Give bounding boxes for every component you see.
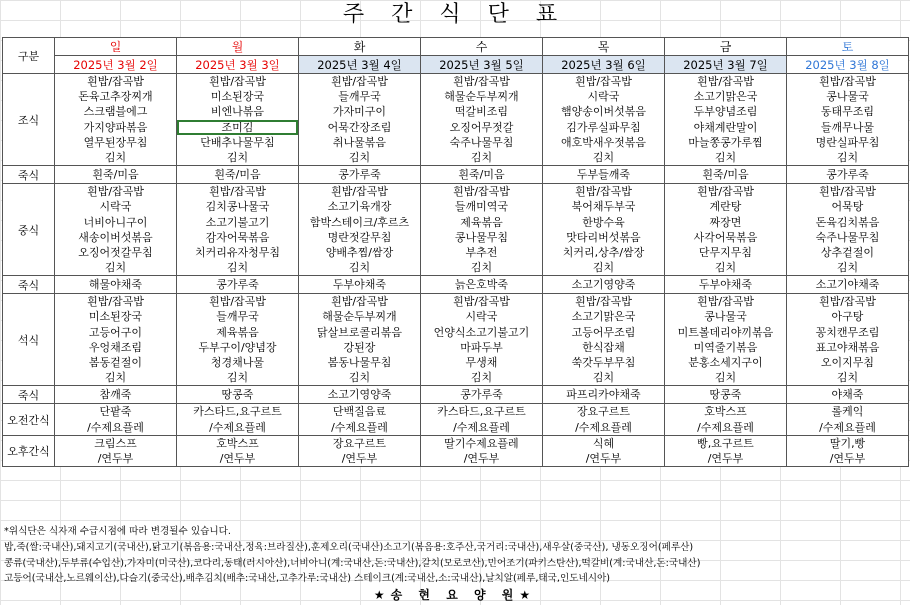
menu-cell	[421, 166, 543, 184]
menu-item[interactable]: 미역줄기볶음	[693, 340, 758, 354]
menu-item[interactable]: 분홍소세지구이	[688, 356, 763, 369]
menu-item[interactable]: 김가루실파무침	[566, 120, 641, 134]
menu-item[interactable]: 김치	[470, 261, 493, 275]
menu-item[interactable]: 상추겉절이	[820, 245, 875, 259]
menu-item[interactable]: 오징어무젓갈	[449, 120, 514, 134]
menu-cell	[787, 404, 909, 435]
menu-item[interactable]: 미소된장국	[88, 310, 143, 324]
meal-row-porridge2	[3, 276, 909, 294]
menu-cell	[665, 276, 787, 294]
menu-item[interactable]: 김치	[226, 371, 249, 385]
menu-item[interactable]: 콩가루죽	[216, 278, 259, 292]
menu-item[interactable]: 감자어묵볶음	[205, 230, 270, 244]
menu-item[interactable]: /수제요플레	[209, 420, 266, 434]
day-name-thu[interactable]: 목	[543, 38, 665, 56]
menu-cell	[299, 294, 421, 386]
menu-item[interactable]: 떡갈비조림	[454, 105, 509, 119]
menu-item[interactable]: 김치콩나물국	[205, 200, 270, 214]
menu-item[interactable]: 식혜	[592, 436, 615, 450]
menu-cell	[177, 386, 299, 404]
menu-item[interactable]: 김치	[714, 150, 737, 164]
menu-item[interactable]: 오이지무침	[820, 356, 875, 369]
row-label[interactable]: 죽식	[3, 276, 55, 294]
note-line: 콩류(국내산),두부류(수입산),가자미(미국산),코다리,동태(러시아산),너비아니(계:국내산,돈:국내산),갈치(모로코산),민어조기(파키스탄산),떡갈비(계:국내산,돈:국내산)	[4, 557, 701, 569]
menu-item[interactable]: 조미김	[177, 120, 298, 135]
menu-item[interactable]: 동태무조림	[820, 105, 875, 119]
menu-item[interactable]: 흰밥/잡곡밥	[209, 185, 266, 199]
menu-cell	[55, 435, 177, 466]
menu-cell	[177, 74, 299, 166]
menu-item[interactable]: 소고기영양죽	[327, 388, 392, 402]
menu-item[interactable]: 흰밥/잡곡밥	[453, 75, 510, 88]
menu-item[interactable]: 흰밥/잡곡밥	[87, 295, 144, 309]
menu-cell	[55, 294, 177, 386]
page-title: 주 간 식 단 표	[342, 2, 568, 27]
menu-cell	[421, 74, 543, 166]
menu-item[interactable]: 단백질음료	[332, 405, 387, 419]
menu-item[interactable]: 계란탕	[709, 200, 742, 214]
date-wed[interactable]: 2025년 3월 5일	[421, 56, 543, 74]
menu-item[interactable]: 흰밥/잡곡밥	[575, 75, 632, 88]
meal-row-porridge3	[3, 386, 909, 404]
menu-cell	[543, 184, 665, 276]
date-sun[interactable]: 2025년 3월 2일	[55, 56, 177, 74]
menu-item[interactable]: /수제요플레	[453, 420, 510, 434]
menu-item[interactable]: 김치	[836, 261, 859, 275]
day-name-sat[interactable]: 토	[787, 38, 909, 56]
row-label[interactable]: 조식	[3, 74, 55, 166]
note-line: 고등어(국내산,노르웨이산),다슬기(중국산),배추김치(배추:국내산,고추가루:국내산) 스테이크(계:국내산,소:국내산),날치알(페루,태국,인도네시아)	[4, 573, 611, 585]
menu-cell	[299, 166, 421, 184]
date-thu[interactable]: 2025년 3월 6일	[543, 56, 665, 74]
row-label[interactable]: 죽식	[3, 386, 55, 404]
menu-item[interactable]: 롤케익	[831, 405, 864, 419]
day-name-sun[interactable]: 일	[55, 38, 177, 56]
menu-cell	[299, 74, 421, 166]
menu-cell	[421, 435, 543, 466]
menu-item[interactable]: 언양식소고기불고기	[433, 325, 530, 339]
menu-cell	[55, 386, 177, 404]
menu-item[interactable]: 부추전	[465, 245, 498, 259]
menu-item[interactable]: 야채죽	[831, 388, 864, 402]
menu-item[interactable]: /수제요플레	[87, 420, 144, 434]
menu-item[interactable]: 콩가루죽	[338, 168, 381, 182]
menu-item[interactable]: 시락국	[99, 200, 132, 214]
menu-item[interactable]: 닭살브로콜리볶음	[316, 325, 402, 339]
menu-item[interactable]: 미소된장국	[210, 90, 265, 104]
menu-item[interactable]: /연두부	[707, 451, 744, 465]
menu-cell	[787, 166, 909, 184]
menu-cell	[299, 386, 421, 404]
menu-item[interactable]: 해물순두부찌개	[444, 90, 519, 104]
menu-item[interactable]: 짜장면	[709, 215, 742, 229]
row-label[interactable]: 석식	[3, 294, 55, 386]
menu-item[interactable]: 콩가루죽	[826, 168, 869, 182]
menu-item[interactable]: 두부야채죽	[332, 278, 387, 292]
menu-cell	[177, 166, 299, 184]
menu-item[interactable]: 돈육고추장찌개	[78, 90, 153, 104]
menu-item[interactable]: 김치	[592, 261, 615, 275]
menu-item[interactable]: 소고기야채죽	[815, 278, 880, 292]
menu-item[interactable]: 소고기영양죽	[571, 278, 636, 292]
menu-item[interactable]: 흰밥/잡곡밥	[453, 295, 510, 309]
meal-row-dinner	[3, 294, 909, 386]
menu-cell	[543, 294, 665, 386]
row-label[interactable]: 오전간식	[3, 404, 55, 435]
menu-item[interactable]: 소고기불고기	[205, 215, 270, 229]
menu-item[interactable]: 숙주나물무침	[449, 135, 514, 149]
menu-cell	[55, 74, 177, 166]
menu-item[interactable]: 김치	[226, 150, 249, 164]
menu-cell	[299, 184, 421, 276]
menu-item[interactable]: 장요구르트	[576, 405, 631, 419]
menu-item[interactable]: 김치	[470, 150, 493, 164]
menu-item[interactable]: 두부들깨죽	[576, 168, 631, 182]
menu-item[interactable]: 애호박새우젓볶음	[560, 135, 646, 149]
menu-item[interactable]: 김치	[226, 261, 249, 275]
menu-item[interactable]: 시락국	[587, 90, 620, 104]
menu-item[interactable]: 흰밥/잡곡밥	[697, 75, 754, 88]
menu-item[interactable]: 흰밥/잡곡밥	[697, 185, 754, 199]
menu-item[interactable]: 김치	[836, 371, 859, 385]
menu-item[interactable]: /연두부	[219, 451, 256, 465]
menu-item[interactable]: 흰밥/잡곡밥	[575, 295, 632, 309]
menu-item[interactable]: 소고기육개장	[327, 200, 392, 214]
menu-item[interactable]: 들깨미역국	[454, 200, 509, 214]
menu-item[interactable]: 강된장	[343, 340, 376, 354]
menu-item[interactable]: /연두부	[585, 451, 622, 465]
weekly-menu-table	[2, 37, 909, 467]
menu-item[interactable]: 흰밥/잡곡밥	[697, 295, 754, 309]
menu-item[interactable]: 카스타드,요구르트	[437, 405, 526, 419]
menu-item[interactable]: 흰밥/잡곡밥	[87, 75, 144, 88]
menu-item[interactable]: 시락국	[465, 310, 498, 324]
menu-item[interactable]: 치커리,상추/쌈장	[562, 245, 645, 259]
menu-item[interactable]: 봄동겉절이	[88, 356, 143, 369]
menu-item[interactable]: 스크램블에그	[83, 105, 148, 119]
menu-item[interactable]: 김치	[592, 150, 615, 164]
menu-item[interactable]: 흰밥/잡곡밥	[331, 75, 388, 88]
menu-item[interactable]: 마파두부	[460, 340, 503, 354]
menu-cell	[421, 294, 543, 386]
menu-item[interactable]: 맛타리버섯볶음	[566, 230, 641, 244]
menu-cell	[665, 386, 787, 404]
footer-facility-name: ★송 현 요 양 원★	[373, 588, 537, 602]
menu-item[interactable]: 카스타드,요구르트	[193, 405, 282, 419]
menu-item[interactable]: /수제요플레	[331, 420, 388, 434]
menu-cell	[543, 386, 665, 404]
meal-row-porridge1	[3, 166, 909, 184]
menu-item[interactable]: 명란실파무침	[815, 135, 880, 149]
menu-item[interactable]: 콩나물무침	[454, 230, 509, 244]
menu-cell	[421, 184, 543, 276]
menu-item[interactable]: 김치	[104, 371, 127, 385]
menu-cell	[543, 276, 665, 294]
menu-item[interactable]: 너비아니구이	[83, 215, 148, 229]
menu-cell	[543, 74, 665, 166]
menu-item[interactable]: 김치	[104, 261, 127, 275]
menu-item[interactable]: 햄양송이버섯볶음	[560, 105, 646, 119]
menu-item[interactable]: 김치	[348, 371, 371, 385]
menu-item[interactable]: 소고기맑은국	[571, 310, 636, 324]
menu-item[interactable]: 김치	[592, 371, 615, 385]
menu-item[interactable]: 단배추나물무침	[200, 135, 275, 149]
menu-item[interactable]: 단팥죽	[99, 405, 132, 419]
menu-item[interactable]: 흰죽/미음	[702, 168, 749, 182]
menu-cell	[787, 74, 909, 166]
menu-item[interactable]: 김치	[348, 150, 371, 164]
date-mon[interactable]: 2025년 3월 3일	[177, 56, 299, 74]
meal-row-breakfast	[3, 74, 909, 166]
menu-cell	[55, 184, 177, 276]
menu-item[interactable]: 흰밥/잡곡밥	[209, 295, 266, 309]
menu-cell	[177, 184, 299, 276]
menu-cell	[665, 294, 787, 386]
menu-cell	[421, 276, 543, 294]
date-sat[interactable]: 2025년 3월 8일	[787, 56, 909, 74]
menu-item[interactable]: 호박스프	[704, 405, 747, 419]
menu-item[interactable]: 제육볶음	[216, 325, 259, 339]
menu-item[interactable]: 흰죽/미음	[92, 168, 139, 182]
menu-cell	[665, 184, 787, 276]
menu-item[interactable]: 표고야채볶음	[815, 340, 880, 354]
menu-item[interactable]: 어묵간장조림	[327, 120, 392, 134]
menu-item[interactable]: 딸기,빵	[829, 436, 866, 450]
menu-item[interactable]: 무생채	[465, 356, 498, 369]
menu-item[interactable]: 흰밥/잡곡밥	[453, 185, 510, 199]
menu-item[interactable]: 우엉채조림	[88, 340, 143, 354]
menu-item[interactable]: 김치	[348, 261, 371, 275]
menu-item[interactable]: 김치	[104, 150, 127, 164]
menu-cell	[299, 276, 421, 294]
menu-cell	[665, 435, 787, 466]
menu-item[interactable]: 흰밥/잡곡밥	[819, 185, 876, 199]
row-label[interactable]: 죽식	[3, 166, 55, 184]
menu-item[interactable]: 양배추찜/쌈장	[325, 245, 394, 259]
menu-cell	[665, 404, 787, 435]
menu-item[interactable]: 미트볼데리야끼볶음	[677, 325, 774, 339]
menu-item[interactable]: 고등어구이	[88, 325, 143, 339]
menu-item[interactable]: 치커리유자청무침	[194, 245, 280, 259]
meal-row-lunch	[3, 184, 909, 276]
day-name-mon[interactable]: 월	[177, 38, 299, 56]
menu-item[interactable]: 야채계란말이	[693, 120, 758, 134]
day-name-wed[interactable]: 수	[421, 38, 543, 56]
menu-item[interactable]: 어묵탕	[831, 200, 864, 214]
menu-cell	[177, 435, 299, 466]
menu-item[interactable]: 호박스프	[216, 436, 259, 450]
menu-item[interactable]: 땅콩죽	[709, 388, 742, 402]
menu-item[interactable]: 빵,요구르트	[697, 436, 754, 450]
date-row	[3, 56, 909, 74]
menu-item[interactable]: 딸기수제요플레	[444, 436, 519, 450]
menu-item[interactable]: 소고기맑은국	[693, 90, 758, 104]
menu-item[interactable]: 장요구르트	[332, 436, 387, 450]
menu-item[interactable]: 파프리카야채죽	[566, 388, 641, 402]
menu-item[interactable]: 청경채나물	[210, 356, 265, 369]
menu-item[interactable]: 아구탕	[831, 310, 864, 324]
menu-item[interactable]: 두부야채죽	[698, 278, 753, 292]
notes	[4, 524, 908, 587]
menu-item[interactable]: 콩나물국	[826, 90, 869, 104]
menu-item[interactable]: 명란젓갈무침	[327, 230, 392, 244]
day-name-tue[interactable]: 화	[299, 38, 421, 56]
menu-cell	[421, 386, 543, 404]
date-tue[interactable]: 2025년 3월 4일	[299, 56, 421, 74]
menu-item[interactable]: 콩나물국	[704, 310, 747, 324]
menu-item[interactable]: 흰밥/잡곡밥	[331, 185, 388, 199]
menu-item[interactable]: 들깨무국	[338, 90, 381, 104]
menu-cell	[177, 276, 299, 294]
menu-item[interactable]: 가지양파볶음	[83, 120, 148, 134]
menu-cell	[177, 404, 299, 435]
menu-item[interactable]: 봄동나물무침	[327, 356, 392, 369]
menu-cell	[299, 435, 421, 466]
menu-item[interactable]: 흰밥/잡곡밥	[209, 75, 266, 88]
menu-item[interactable]: 흰밥/잡곡밥	[819, 295, 876, 309]
header-label: 구분	[3, 38, 55, 74]
menu-item[interactable]: 가자미구이	[332, 105, 387, 119]
menu-item[interactable]: 흰죽/미음	[458, 168, 505, 182]
menu-cell	[55, 276, 177, 294]
menu-item[interactable]: 새송이버섯볶음	[78, 230, 153, 244]
menu-cell	[787, 276, 909, 294]
menu-item[interactable]: 숙주나물무침	[815, 230, 880, 244]
menu-item[interactable]: 참깨죽	[99, 388, 132, 402]
menu-item[interactable]: 땅콩죽	[221, 388, 254, 402]
menu-item[interactable]: 돈육김치볶음	[815, 215, 880, 229]
menu-item[interactable]: 제육볶음	[460, 215, 503, 229]
menu-item[interactable]: 한식잡채	[582, 340, 625, 354]
menu-item[interactable]: /수제요플레	[575, 420, 632, 434]
menu-cell	[665, 166, 787, 184]
menu-item[interactable]: 해물순두부찌개	[322, 310, 397, 324]
menu-item[interactable]: 김치	[714, 371, 737, 385]
menu-item[interactable]: 김치	[836, 150, 859, 164]
note-line: *위식단은 식자재 수급시점에 따라 변경될수 있습니다.	[4, 526, 231, 537]
row-label[interactable]: 중식	[3, 184, 55, 276]
meal-row-snack_am	[3, 404, 909, 435]
menu-cell	[55, 166, 177, 184]
menu-cell	[421, 404, 543, 435]
menu-item[interactable]: 흰밥/잡곡밥	[331, 295, 388, 309]
menu-item[interactable]: 콩가루죽	[460, 388, 503, 402]
day-name-fri[interactable]: 금	[665, 38, 787, 56]
menu-cell	[543, 435, 665, 466]
menu-cell	[543, 404, 665, 435]
menu-item[interactable]: 김치	[714, 261, 737, 275]
menu-cell	[787, 386, 909, 404]
menu-item[interactable]: 김치	[470, 371, 493, 385]
menu-item[interactable]: 흰밥/잡곡밥	[87, 185, 144, 199]
menu-item[interactable]: /연두부	[341, 451, 378, 465]
menu-item[interactable]: 해물야채죽	[88, 278, 143, 292]
menu-item[interactable]: 오징어젓갈무침	[78, 245, 153, 259]
menu-cell	[665, 74, 787, 166]
menu-item[interactable]: 열무된장무침	[83, 135, 148, 149]
menu-item[interactable]: 북어채두부국	[571, 200, 636, 214]
row-label[interactable]: 오후간식	[3, 435, 55, 466]
menu-cell	[787, 294, 909, 386]
menu-item[interactable]: 쑥갓두부무침	[571, 356, 636, 369]
menu-cell	[299, 404, 421, 435]
date-fri[interactable]: 2025년 3월 7일	[665, 56, 787, 74]
menu-item[interactable]: 비엔나볶음	[210, 105, 265, 119]
menu-item[interactable]: /연두부	[97, 451, 134, 465]
menu-item[interactable]: /연두부	[829, 451, 866, 465]
menu-item[interactable]: 두부양념조림	[693, 105, 758, 119]
menu-item[interactable]: /수제요플레	[697, 420, 754, 434]
menu-item[interactable]: 고등어무조림	[571, 325, 636, 339]
menu-item[interactable]: 흰죽/미음	[214, 168, 261, 182]
menu-item[interactable]: 함박스테이크/후르츠	[309, 215, 410, 229]
menu-item[interactable]: 흰밥/잡곡밥	[575, 185, 632, 199]
menu-cell	[787, 184, 909, 276]
meal-row-snack_pm	[3, 435, 909, 466]
menu-item[interactable]: 마늘쫑콩가루찜	[688, 135, 763, 149]
menu-item[interactable]: /수제요플레	[819, 420, 876, 434]
menu-item[interactable]: 사각어묵볶음	[693, 230, 758, 244]
menu-item[interactable]: 단무지무침	[698, 245, 753, 259]
menu-item[interactable]: 흰밥/잡곡밥	[819, 75, 876, 88]
menu-item[interactable]: 꽁치캔무조림	[815, 325, 880, 339]
menu-cell	[55, 404, 177, 435]
menu-item[interactable]: 들깨무나물	[820, 120, 875, 134]
note-line: 밥,죽(쌀:국내산),돼지고기(국내산),닭고기(볶음용:국내산,정육:브라질산),훈제오리(국내산)소고기(볶음용:호주산,국거리:국내산),새우살(중국산), 냉동오징어(페루산)	[4, 541, 694, 553]
menu-cell	[787, 435, 909, 466]
day-name-row	[3, 38, 909, 56]
menu-cell	[177, 294, 299, 386]
menu-item[interactable]: /연두부	[463, 451, 500, 465]
menu-item[interactable]: 두부구이/양념장	[198, 340, 277, 354]
menu-item[interactable]: 크림스프	[94, 436, 137, 450]
menu-item[interactable]: 한방수육	[582, 215, 625, 229]
menu-item[interactable]: 취나물볶음	[332, 135, 387, 149]
menu-item[interactable]: 늙은호박죽	[454, 278, 509, 292]
menu-item[interactable]: 들깨무국	[216, 310, 259, 324]
menu-cell	[543, 166, 665, 184]
